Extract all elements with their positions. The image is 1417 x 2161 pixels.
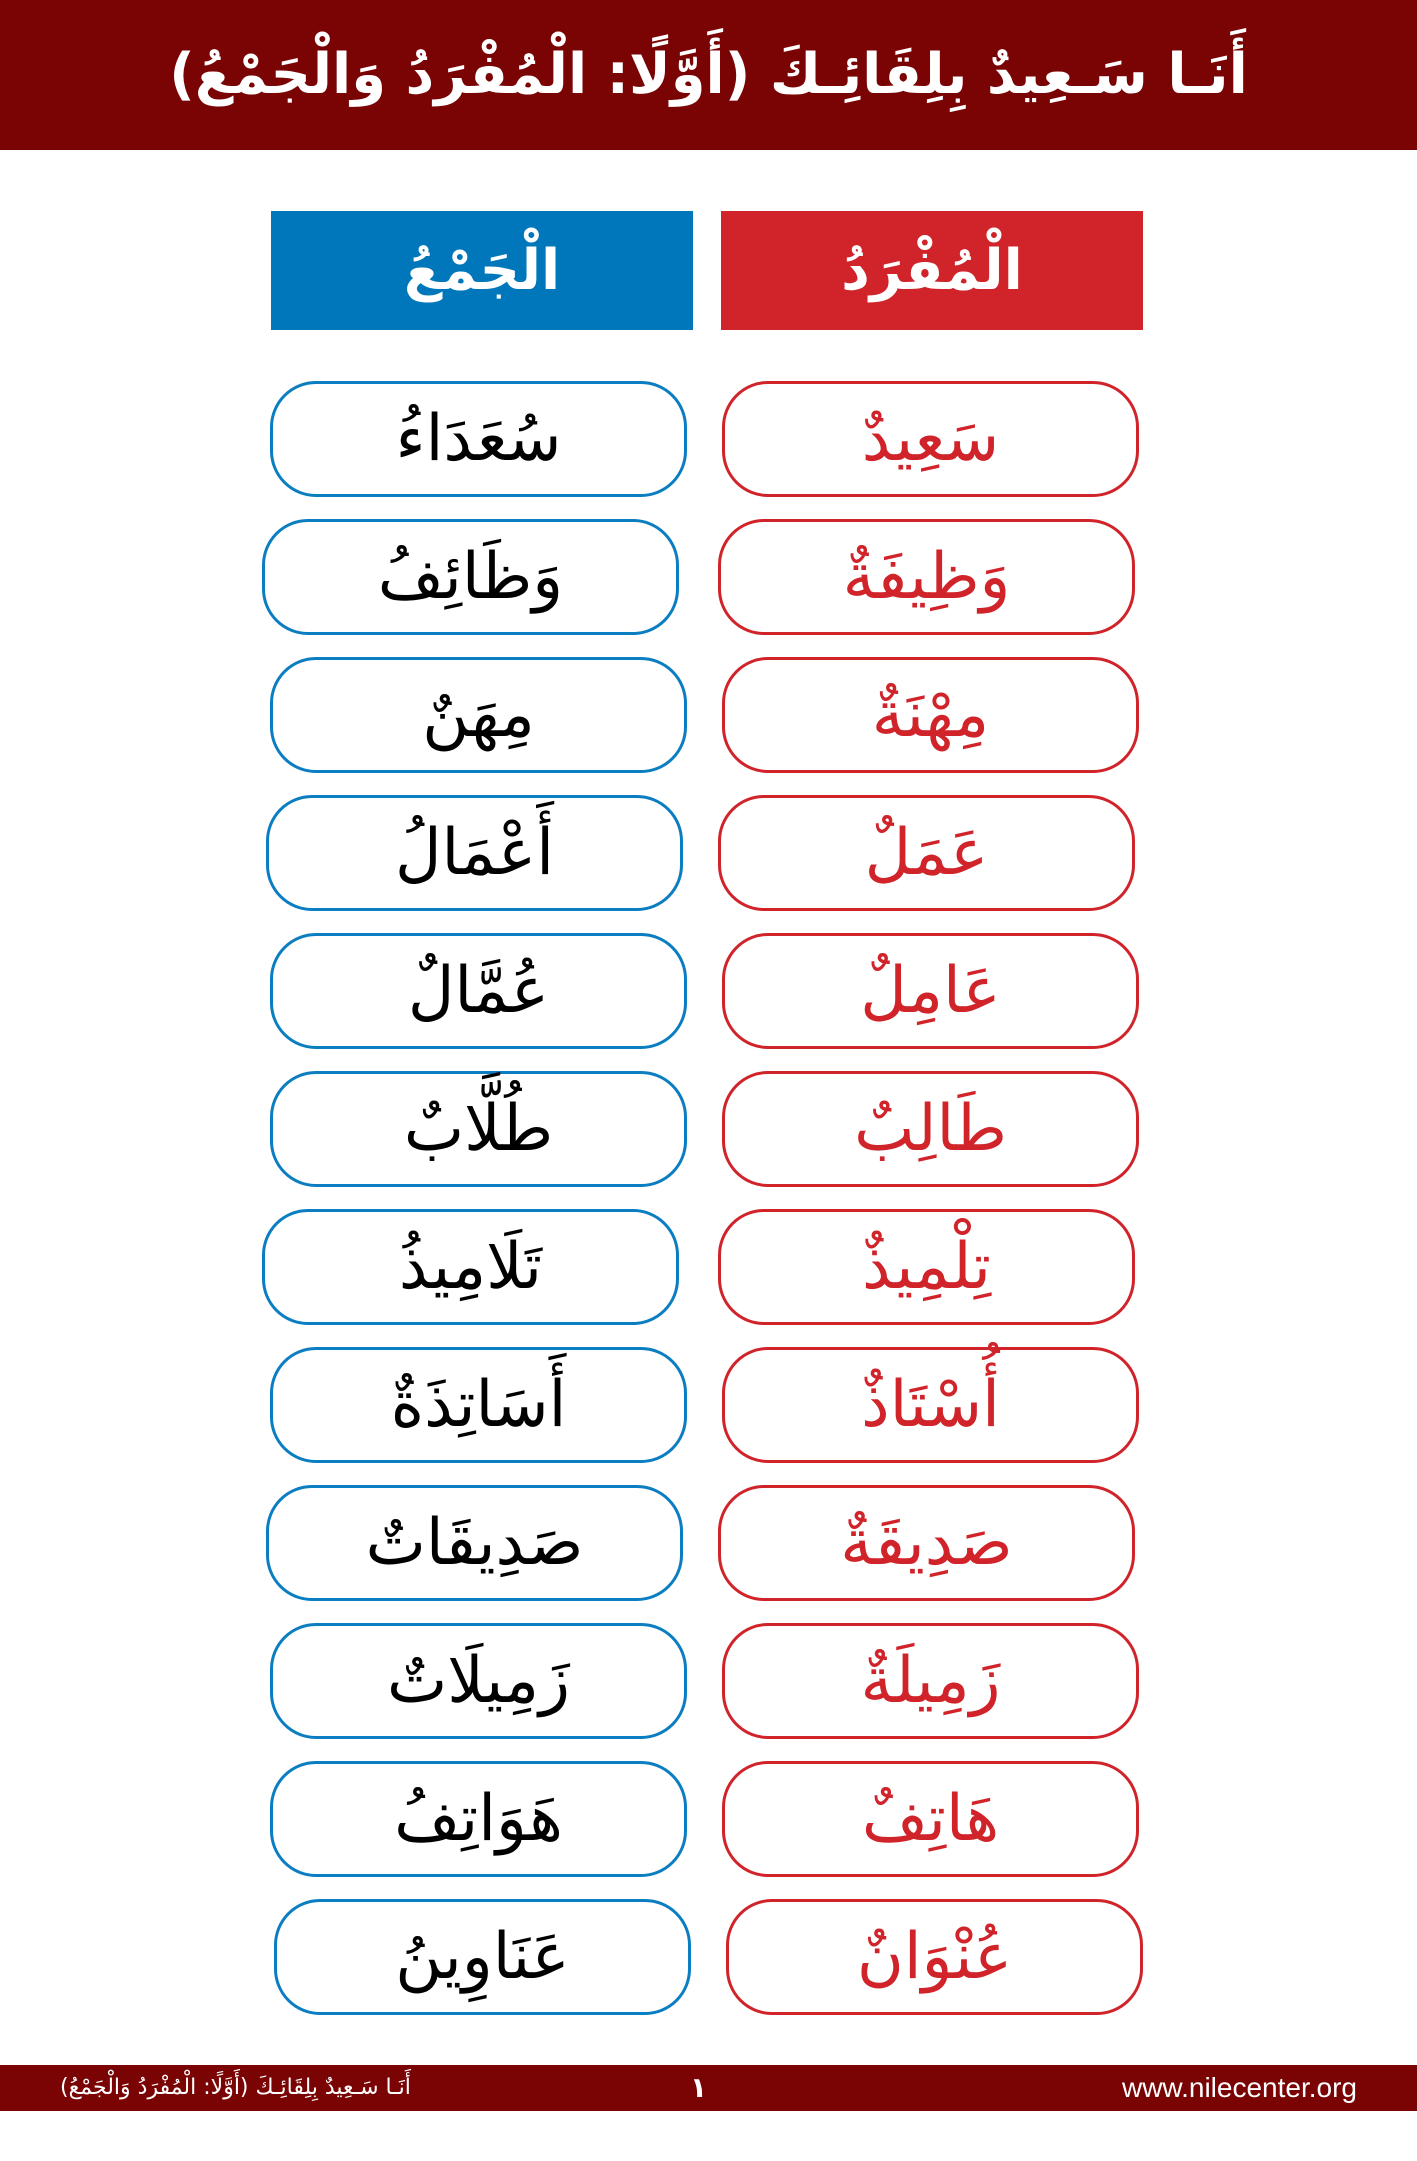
plural-word-11: هَوَاتِفُ <box>270 1761 687 1877</box>
page-title: أَنَـا سَـعِيدٌ بِلِقَائِـكَ (أَوَّلًا: الْمُفْرَدُ وَالْجَمْعُ) <box>169 42 1248 107</box>
plural-word-1: سُعَدَاءُ <box>270 381 687 497</box>
plural-word-4: أَعْمَالُ <box>266 795 683 911</box>
plural-word-8: أَسَاتِذَةٌ <box>270 1347 687 1463</box>
singular-word-3: مِهْنَةٌ <box>722 657 1139 773</box>
singular-word-6: طَالِبٌ <box>722 1071 1139 1187</box>
singular-word-12: عُنْوَانٌ <box>726 1899 1143 2015</box>
footer-title: أَنَـا سَـعِيدٌ بِلِقَائِـكَ (أَوَّلًا: الْمُفْرَدُ وَالْجَمْعُ) <box>60 2075 411 2100</box>
singular-word-5: عَامِلٌ <box>722 933 1139 1049</box>
singular-word-7: تِلْمِيذٌ <box>718 1209 1135 1325</box>
plural-word-5: عُمَّالٌ <box>270 933 687 1049</box>
footer-url: www.nilecenter.org <box>1121 2072 1357 2103</box>
page-footer <box>0 2065 1417 2111</box>
plural-column-header: الْجَمْعُ <box>271 211 693 330</box>
singular-word-1: سَعِيدٌ <box>722 381 1139 497</box>
plural-word-9: صَدِيقَاتٌ <box>266 1485 683 1601</box>
page-number: ١ <box>690 2071 708 2104</box>
plural-word-3: مِهَنٌ <box>270 657 687 773</box>
singular-word-9: صَدِيقَةٌ <box>718 1485 1135 1601</box>
plural-word-2: وَظَائِفُ <box>262 519 679 635</box>
singular-word-11: هَاتِفٌ <box>722 1761 1139 1877</box>
plural-word-6: طُلَّابٌ <box>270 1071 687 1187</box>
singular-word-8: أُسْتَاذٌ <box>722 1347 1139 1463</box>
plural-word-10: زَمِيلَاتٌ <box>270 1623 687 1739</box>
singular-word-2: وَظِيفَةٌ <box>718 519 1135 635</box>
singular-word-10: زَمِيلَةٌ <box>722 1623 1139 1739</box>
singular-word-4: عَمَلٌ <box>718 795 1135 911</box>
page-header <box>0 0 1417 150</box>
plural-word-7: تَلَامِيذُ <box>262 1209 679 1325</box>
singular-column-header: الْمُفْرَدُ <box>721 211 1143 330</box>
plural-word-12: عَنَاوِينُ <box>274 1899 691 2015</box>
